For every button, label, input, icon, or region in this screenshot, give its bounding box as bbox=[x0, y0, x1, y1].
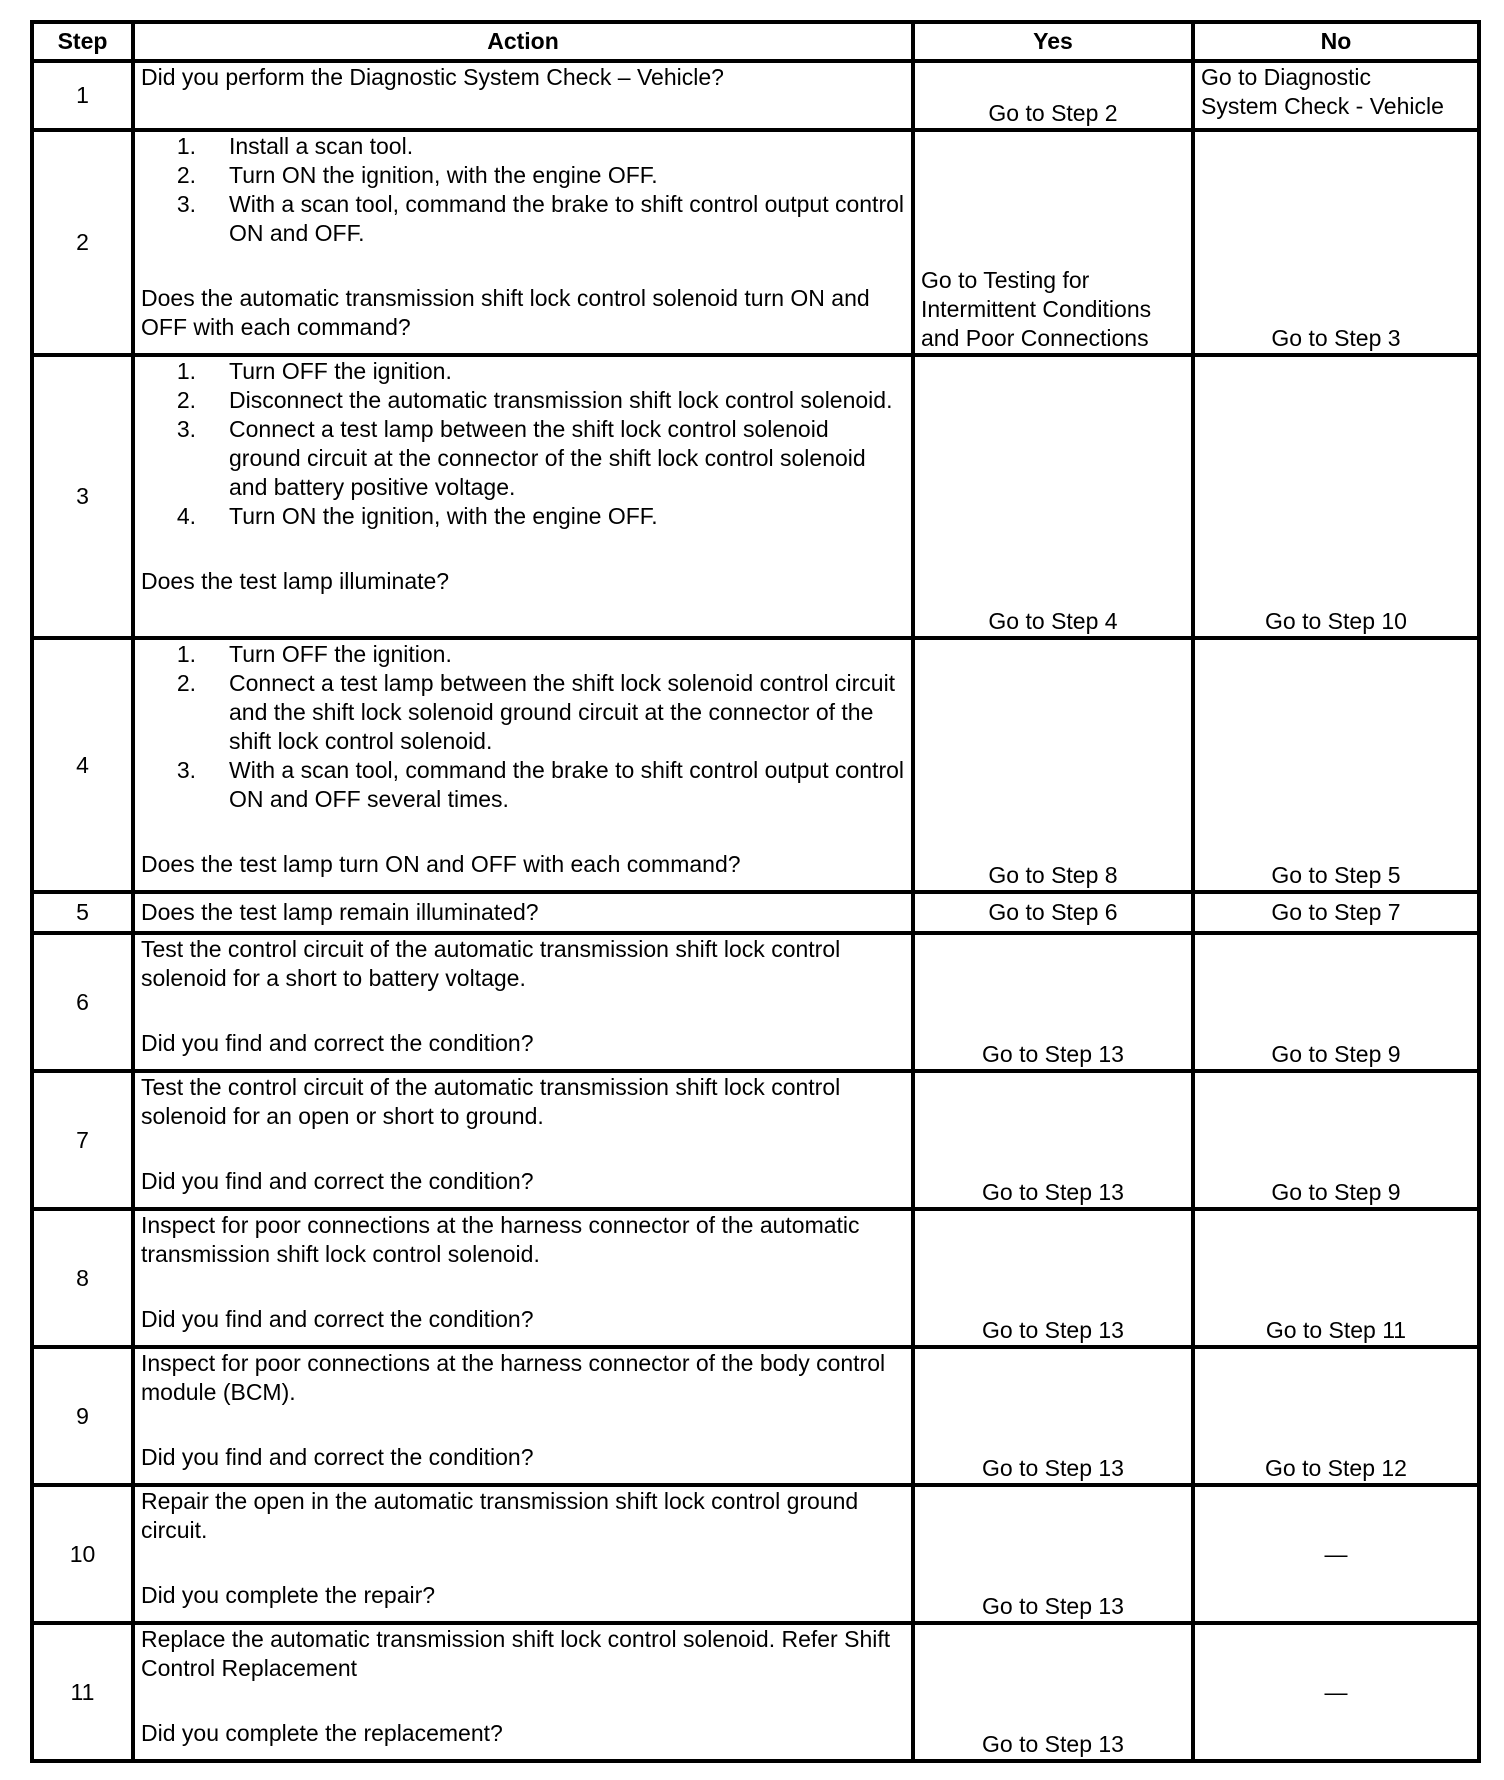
step-number: 9 bbox=[32, 1347, 133, 1485]
action-question: Did you find and correct the condition? bbox=[141, 1306, 534, 1332]
substep-number: 1. bbox=[176, 358, 196, 384]
yes-cell: Go to Step 4 bbox=[913, 355, 1193, 638]
step-number: 4 bbox=[32, 638, 133, 892]
substep bbox=[141, 415, 905, 502]
substep-list bbox=[141, 132, 905, 248]
action-question: Does the test lamp remain illuminated? bbox=[141, 899, 539, 925]
substep-number: 2. bbox=[176, 162, 196, 188]
substep-text: Turn ON the ignition, with the engine OFF. bbox=[229, 503, 658, 529]
substep bbox=[141, 502, 905, 531]
table-row bbox=[32, 1071, 1479, 1209]
substep-text: Turn OFF the ignition. bbox=[229, 358, 452, 384]
action-cell bbox=[133, 1485, 913, 1623]
substep-list bbox=[141, 640, 905, 814]
header-action: Action bbox=[133, 22, 913, 61]
table-row bbox=[32, 892, 1479, 933]
yes-cell: Go to Step 13 bbox=[913, 1071, 1193, 1209]
action-text: Test the control circuit of the automatic transmission shift lock control solenoid for an open or short to ground. bbox=[141, 1074, 841, 1129]
substep bbox=[141, 357, 905, 386]
yes-cell: Go to Step 13 bbox=[913, 1623, 1193, 1761]
table-row bbox=[32, 355, 1479, 638]
substep-number: 1. bbox=[176, 641, 196, 667]
substep-text: Connect a test lamp between the shift lock control solenoid ground circuit at the connector of the shift lock control solenoid and battery positive voltage. bbox=[229, 416, 866, 500]
no-cell: Go to Step 5 bbox=[1193, 638, 1479, 892]
action-question: Did you perform the Diagnostic System Check – Vehicle? bbox=[141, 64, 724, 90]
header-no: No bbox=[1193, 22, 1479, 61]
action-question: Does the test lamp turn ON and OFF with each command? bbox=[141, 851, 741, 877]
step-number: 1 bbox=[32, 61, 133, 130]
substep-number: 3. bbox=[176, 416, 196, 442]
action-question: Did you complete the repair? bbox=[141, 1582, 436, 1608]
no-cell: Go to Step 9 bbox=[1193, 1071, 1479, 1209]
step-number: 11 bbox=[32, 1623, 133, 1761]
action-cell bbox=[133, 355, 913, 638]
table-row bbox=[32, 61, 1479, 130]
action-question: Does the test lamp illuminate? bbox=[141, 568, 450, 594]
substep bbox=[141, 161, 905, 190]
action-cell bbox=[133, 1071, 913, 1209]
substep-number: 4. bbox=[176, 503, 196, 529]
substep-number: 2. bbox=[176, 387, 196, 413]
action-text: Inspect for poor connections at the harness connector of the automatic transmission shift lock control solenoid. bbox=[141, 1212, 860, 1267]
action-question: Does the automatic transmission shift lock control solenoid turn ON and OFF with each command? bbox=[141, 285, 870, 340]
yes-cell: Go to Step 13 bbox=[913, 933, 1193, 1071]
table-row bbox=[32, 638, 1479, 892]
action-question: Did you complete the replacement? bbox=[141, 1720, 503, 1746]
substep bbox=[141, 669, 905, 756]
step-number: 5 bbox=[32, 892, 133, 933]
step-number: 2 bbox=[32, 130, 133, 355]
action-cell bbox=[133, 1623, 913, 1761]
no-cell: Go to Step 10 bbox=[1193, 355, 1479, 638]
substep bbox=[141, 386, 905, 415]
yes-cell: Go to Step 8 bbox=[913, 638, 1193, 892]
action-question: Did you find and correct the condition? bbox=[141, 1168, 534, 1194]
step-number: 6 bbox=[32, 933, 133, 1071]
action-question: Did you find and correct the condition? bbox=[141, 1444, 534, 1470]
substep-number: 1. bbox=[176, 133, 196, 159]
step-number: 8 bbox=[32, 1209, 133, 1347]
action-cell bbox=[133, 130, 913, 355]
action-cell bbox=[133, 61, 913, 130]
yes-cell: Go to Step 6 bbox=[913, 892, 1193, 933]
substep-list bbox=[141, 357, 905, 531]
table-row bbox=[32, 1209, 1479, 1347]
no-cell: — bbox=[1193, 1623, 1479, 1761]
no-cell: Go to Step 12 bbox=[1193, 1347, 1479, 1485]
no-line: Go to Diagnostic bbox=[1201, 64, 1372, 90]
action-cell bbox=[133, 933, 913, 1071]
step-number: 7 bbox=[32, 1071, 133, 1209]
substep bbox=[141, 756, 905, 814]
header-row bbox=[32, 22, 1479, 61]
table-row bbox=[32, 933, 1479, 1071]
header-yes: Yes bbox=[913, 22, 1193, 61]
substep-text: Install a scan tool. bbox=[229, 133, 414, 159]
action-cell bbox=[133, 638, 913, 892]
no-cell: — bbox=[1193, 1485, 1479, 1623]
substep-text: Connect a test lamp between the shift lock solenoid control circuit and the shift lock solenoid ground circuit at the connector of the shift lock control solenoid. bbox=[229, 670, 896, 754]
no-cell: Go to Step 3 bbox=[1193, 130, 1479, 355]
substep bbox=[141, 190, 905, 248]
action-text: Test the control circuit of the automatic transmission shift lock control solenoid for a short to battery voltage. bbox=[141, 936, 841, 991]
substep bbox=[141, 640, 905, 669]
substep-number: 3. bbox=[176, 757, 196, 783]
action-cell bbox=[133, 1347, 913, 1485]
substep bbox=[141, 132, 905, 161]
no-cell bbox=[1193, 61, 1479, 130]
no-cell: Go to Step 9 bbox=[1193, 933, 1479, 1071]
no-cell: Go to Step 11 bbox=[1193, 1209, 1479, 1347]
step-number: 10 bbox=[32, 1485, 133, 1623]
substep-text: Disconnect the automatic transmission shift lock control solenoid. bbox=[229, 387, 893, 413]
substep-text: With a scan tool, command the brake to shift control output control ON and OFF several times. bbox=[229, 757, 905, 812]
action-text: Inspect for poor connections at the harness connector of the body control module (BCM). bbox=[141, 1350, 886, 1405]
yes-cell: Go to Step 13 bbox=[913, 1209, 1193, 1347]
table-row bbox=[32, 1485, 1479, 1623]
yes-cell: Go to Step 2 bbox=[913, 61, 1193, 130]
substep-text: Turn OFF the ignition. bbox=[229, 641, 452, 667]
table-row bbox=[32, 130, 1479, 355]
action-question: Did you find and correct the condition? bbox=[141, 1030, 534, 1056]
substep-number: 2. bbox=[176, 670, 196, 696]
action-text: Repair the open in the automatic transmission shift lock control ground circuit. bbox=[141, 1488, 859, 1543]
substep-text: With a scan tool, command the brake to shift control output control ON and OFF. bbox=[229, 191, 905, 246]
yes-cell: Go to Step 13 bbox=[913, 1485, 1193, 1623]
header-step: Step bbox=[32, 22, 133, 61]
substep-text: Turn ON the ignition, with the engine OFF. bbox=[229, 162, 658, 188]
no-cell: Go to Step 7 bbox=[1193, 892, 1479, 933]
substep-number: 3. bbox=[176, 191, 196, 217]
action-cell bbox=[133, 1209, 913, 1347]
action-text: Replace the automatic transmission shift lock control solenoid. Refer Shift Control Replacement bbox=[141, 1626, 891, 1681]
no-line: System Check - Vehicle bbox=[1201, 93, 1444, 119]
yes-cell: Go to Step 13 bbox=[913, 1347, 1193, 1485]
action-cell bbox=[133, 892, 913, 933]
diagnostic-table bbox=[30, 20, 1481, 1763]
table-row bbox=[32, 1623, 1479, 1761]
yes-cell: Go to Testing for Intermittent Conditions and Poor Connections bbox=[913, 130, 1193, 355]
step-number: 3 bbox=[32, 355, 133, 638]
table-row bbox=[32, 1347, 1479, 1485]
